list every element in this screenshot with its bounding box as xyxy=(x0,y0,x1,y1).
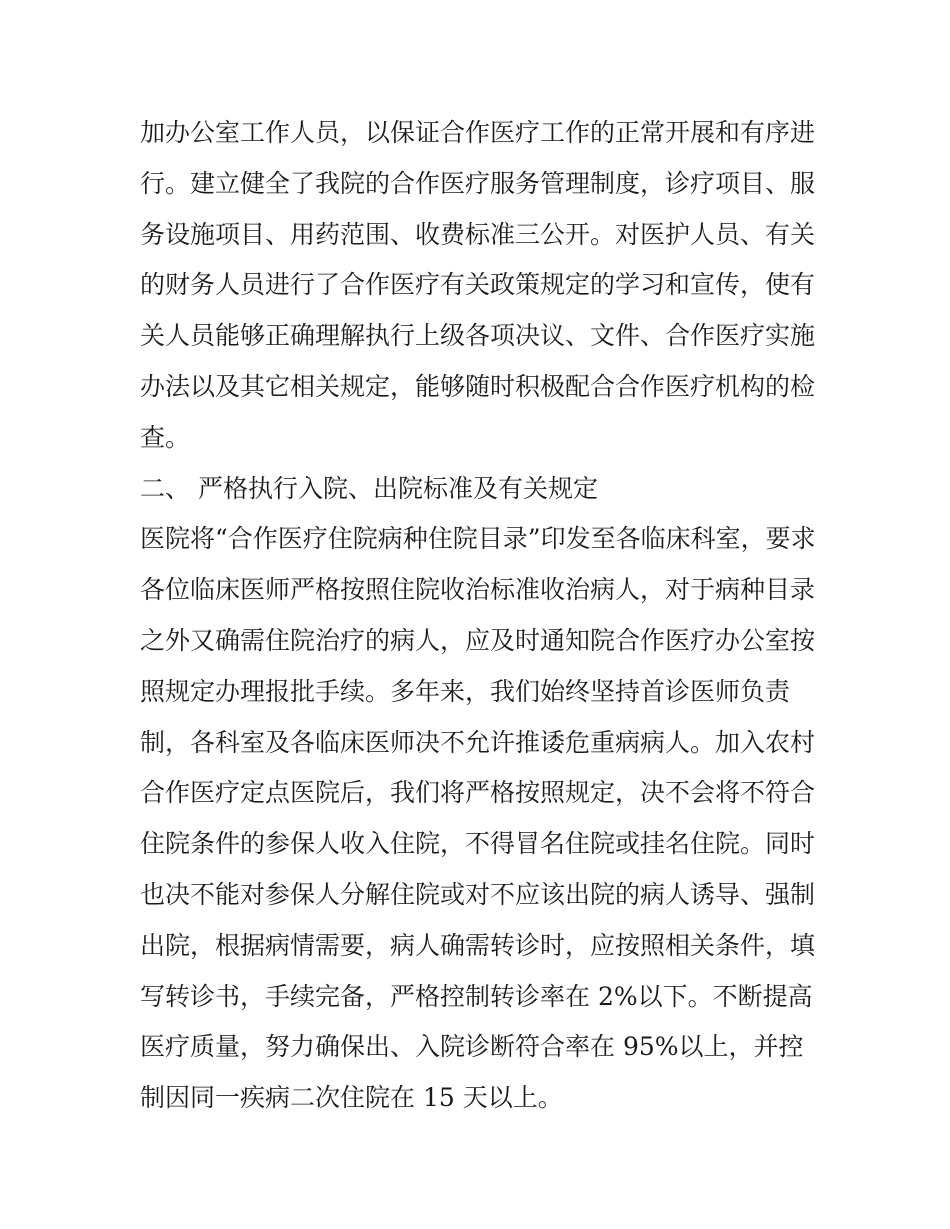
text-line: 写转诊书，手续完备，严格控制转诊率在 2%以下。不断提高 xyxy=(140,981,813,1011)
text-line: 务设施项目、用药范围、收费标准三公开。对医护人员、有关 xyxy=(140,219,816,249)
section-heading: 二、 严格执行入院、出院标准及有关规定 xyxy=(140,473,598,503)
text-line: 关人员能够正确理解执行上级各项决议、文件、合作医疗实施 xyxy=(140,321,816,351)
text-line: 制，各科室及各临床医师决不允许推诿危重病病人。加入农村 xyxy=(140,727,816,757)
text-line: 办法以及其它相关规定，能够随时积极配合合作医疗机构的检 xyxy=(140,371,816,401)
text-line: 医院将“合作医疗住院病种住院目录”印发至各临床科室，要求 xyxy=(140,524,816,554)
text-line: 之外又确需住院治疗的病人，应及时通知院合作医疗办公室按 xyxy=(140,625,816,655)
document-body xyxy=(140,108,820,1124)
text-line: 制因同一疾病二次住院在 15 天以上。 xyxy=(140,1083,563,1113)
text-line: 出院，根据病情需要，病人确需转诊时，应按照相关条件，填 xyxy=(140,930,816,960)
text-line: 加办公室工作人员，以保证合作医疗工作的正常开展和有序进 xyxy=(140,118,816,147)
text-line: 住院条件的参保人收入住院，不得冒名住院或挂名住院。同时 xyxy=(140,829,816,859)
text-line: 查。 xyxy=(140,422,191,452)
text-line: 各位临床医师严格按照住院收治标准收治病人，对于病种目录 xyxy=(140,575,816,605)
text-line: 医疗质量，努力确保出、入院诊断符合率在 95%以上，并控 xyxy=(140,1032,804,1062)
text-line: 行。建立健全了我院的合作医疗服务管理制度，诊疗项目、服 xyxy=(140,168,816,198)
text-line: 合作医疗定点医院后，我们将严格按照规定，决不会将不符合 xyxy=(140,778,816,808)
text-line: 也决不能对参保人分解住院或对不应该出院的病人诱导、强制 xyxy=(140,879,816,909)
text-line: 照规定办理报批手续。多年来，我们始终坚持首诊医师负责 xyxy=(140,676,791,706)
text-line: 的财务人员进行了合作医疗有关政策规定的学习和宣传，使有 xyxy=(140,270,816,300)
